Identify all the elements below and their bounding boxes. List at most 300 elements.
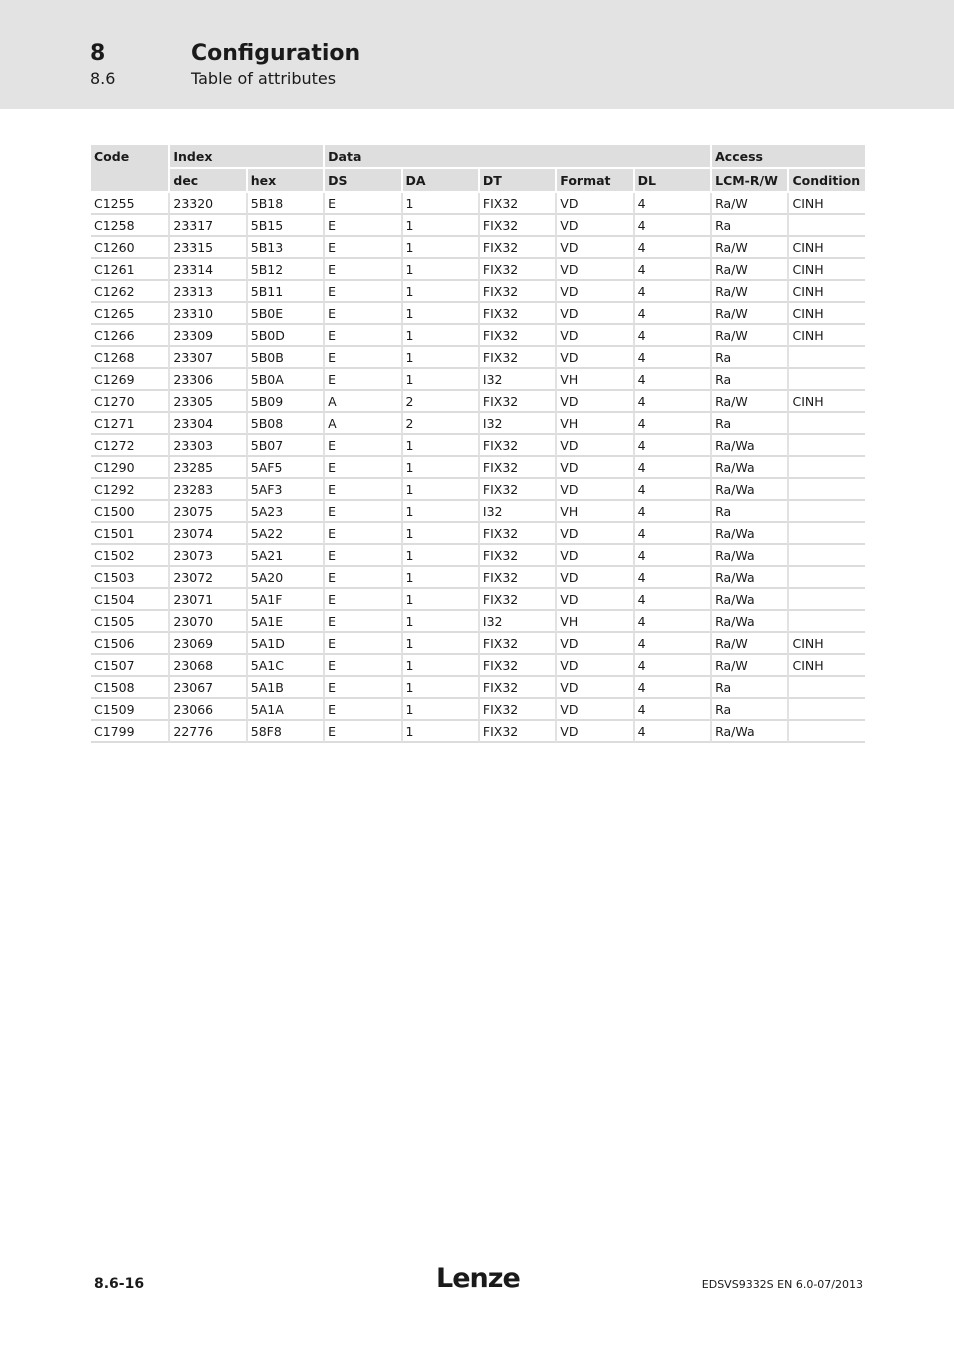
cell-format: VD (555, 655, 632, 677)
cell-dl: 4 (633, 457, 710, 479)
cell-dec: 23315 (168, 237, 245, 259)
cell-ds: E (323, 677, 400, 699)
table-row (91, 567, 865, 589)
cell-condition (787, 523, 865, 545)
header-dl: DL (633, 169, 710, 193)
header-da: DA (401, 169, 478, 193)
cell-dt: FIX32 (478, 655, 555, 677)
table-row (91, 259, 865, 281)
cell-ds: E (323, 325, 400, 347)
cell-hex: 5AF5 (246, 457, 323, 479)
cell-condition (787, 215, 865, 237)
cell-format: VD (555, 545, 632, 567)
cell-code: C1506 (91, 633, 168, 655)
cell-code: C1270 (91, 391, 168, 413)
cell-hex: 5A1C (246, 655, 323, 677)
cell-code: C1272 (91, 435, 168, 457)
cell-code: C1269 (91, 369, 168, 391)
cell-lcm-rw: Ra/W (710, 259, 787, 281)
cell-dl: 4 (633, 259, 710, 281)
cell-code: C1509 (91, 699, 168, 721)
chapter-title: Configuration (191, 41, 361, 66)
cell-format: VD (555, 523, 632, 545)
cell-lcm-rw: Ra (710, 413, 787, 435)
cell-code: C1500 (91, 501, 168, 523)
cell-ds: E (323, 215, 400, 237)
cell-da: 1 (401, 347, 478, 369)
cell-lcm-rw: Ra/W (710, 281, 787, 303)
cell-lcm-rw: Ra/Wa (710, 479, 787, 501)
cell-hex: 5A1B (246, 677, 323, 699)
cell-dl: 4 (633, 303, 710, 325)
cell-hex: 5B13 (246, 237, 323, 259)
cell-code: C1503 (91, 567, 168, 589)
cell-da: 1 (401, 567, 478, 589)
cell-format: VD (555, 699, 632, 721)
cell-dt: FIX32 (478, 457, 555, 479)
cell-ds: E (323, 721, 400, 743)
cell-dl: 4 (633, 215, 710, 237)
cell-code: C1265 (91, 303, 168, 325)
cell-ds: E (323, 347, 400, 369)
cell-dec: 23283 (168, 479, 245, 501)
cell-condition: CINH (787, 633, 865, 655)
cell-code: C1266 (91, 325, 168, 347)
cell-hex: 5B18 (246, 193, 323, 215)
table-row (91, 677, 865, 699)
cell-dt: FIX32 (478, 259, 555, 281)
cell-dl: 4 (633, 677, 710, 699)
cell-condition: CINH (787, 325, 865, 347)
cell-hex: 5B11 (246, 281, 323, 303)
cell-dt: FIX32 (478, 391, 555, 413)
cell-ds: E (323, 589, 400, 611)
cell-code: C1508 (91, 677, 168, 699)
table-row (91, 545, 865, 567)
cell-dec: 23068 (168, 655, 245, 677)
cell-dt: I32 (478, 413, 555, 435)
cell-lcm-rw: Ra/Wa (710, 545, 787, 567)
cell-condition (787, 413, 865, 435)
cell-ds: E (323, 633, 400, 655)
cell-da: 1 (401, 457, 478, 479)
cell-dl: 4 (633, 325, 710, 347)
cell-ds: E (323, 523, 400, 545)
cell-code: C1268 (91, 347, 168, 369)
cell-code: C1502 (91, 545, 168, 567)
header-condition: Condition (787, 169, 865, 193)
cell-hex: 5B0D (246, 325, 323, 347)
cell-da: 1 (401, 611, 478, 633)
cell-ds: E (323, 545, 400, 567)
cell-hex: 5B07 (246, 435, 323, 457)
table-row (91, 435, 865, 457)
cell-lcm-rw: Ra/Wa (710, 589, 787, 611)
cell-dl: 4 (633, 501, 710, 523)
cell-ds: E (323, 567, 400, 589)
cell-ds: E (323, 435, 400, 457)
cell-ds: A (323, 413, 400, 435)
cell-dt: I32 (478, 369, 555, 391)
table-row (91, 479, 865, 501)
cell-da: 1 (401, 193, 478, 215)
cell-dl: 4 (633, 193, 710, 215)
cell-condition: CINH (787, 259, 865, 281)
cell-condition (787, 611, 865, 633)
cell-dl: 4 (633, 589, 710, 611)
cell-condition (787, 567, 865, 589)
cell-ds: E (323, 611, 400, 633)
cell-dec: 23285 (168, 457, 245, 479)
cell-format: VD (555, 677, 632, 699)
cell-condition (787, 369, 865, 391)
cell-ds: E (323, 281, 400, 303)
cell-da: 1 (401, 215, 478, 237)
cell-dl: 4 (633, 479, 710, 501)
cell-condition (787, 545, 865, 567)
cell-format: VD (555, 215, 632, 237)
cell-code: C1261 (91, 259, 168, 281)
cell-condition (787, 347, 865, 369)
cell-da: 1 (401, 721, 478, 743)
lenze-logo: Lenze (436, 1263, 520, 1294)
table-row (91, 699, 865, 721)
table-row (91, 281, 865, 303)
cell-dec: 23067 (168, 677, 245, 699)
cell-dl: 4 (633, 545, 710, 567)
chapter-number: 8 (90, 41, 106, 66)
cell-condition (787, 479, 865, 501)
cell-code: C1258 (91, 215, 168, 237)
cell-da: 1 (401, 589, 478, 611)
cell-dl: 4 (633, 633, 710, 655)
cell-ds: E (323, 237, 400, 259)
cell-dl: 4 (633, 655, 710, 677)
cell-lcm-rw: Ra/Wa (710, 457, 787, 479)
cell-hex: 5A1D (246, 633, 323, 655)
section-title: Table of attributes (191, 69, 337, 88)
header-format: Format (555, 169, 632, 193)
header-index: Index (168, 145, 323, 169)
cell-condition: CINH (787, 303, 865, 325)
cell-dt: FIX32 (478, 721, 555, 743)
cell-dt: FIX32 (478, 677, 555, 699)
cell-condition (787, 721, 865, 743)
cell-dec: 23074 (168, 523, 245, 545)
header-dec: dec (168, 169, 245, 193)
cell-code: C1504 (91, 589, 168, 611)
cell-dec: 23303 (168, 435, 245, 457)
cell-code: C1799 (91, 721, 168, 743)
cell-code: C1262 (91, 281, 168, 303)
cell-code: C1271 (91, 413, 168, 435)
cell-lcm-rw: Ra (710, 699, 787, 721)
cell-dt: FIX32 (478, 281, 555, 303)
cell-da: 1 (401, 633, 478, 655)
cell-da: 1 (401, 501, 478, 523)
cell-dt: I32 (478, 611, 555, 633)
table-row (91, 347, 865, 369)
cell-hex: 5A20 (246, 567, 323, 589)
cell-dl: 4 (633, 523, 710, 545)
cell-hex: 5B09 (246, 391, 323, 413)
cell-dt: FIX32 (478, 567, 555, 589)
cell-code: C1292 (91, 479, 168, 501)
cell-da: 1 (401, 545, 478, 567)
table-group-header-row (91, 145, 865, 169)
cell-format: VH (555, 611, 632, 633)
cell-dt: FIX32 (478, 589, 555, 611)
cell-code: C1505 (91, 611, 168, 633)
cell-dt: FIX32 (478, 523, 555, 545)
cell-dt: I32 (478, 501, 555, 523)
cell-hex: 5A1A (246, 699, 323, 721)
cell-dec: 23072 (168, 567, 245, 589)
table-row (91, 457, 865, 479)
cell-da: 1 (401, 325, 478, 347)
cell-dt: FIX32 (478, 237, 555, 259)
table-row (91, 237, 865, 259)
table-row (91, 325, 865, 347)
page-header (0, 0, 954, 109)
cell-lcm-rw: Ra/Wa (710, 435, 787, 457)
cell-dt: FIX32 (478, 325, 555, 347)
cell-dec: 23305 (168, 391, 245, 413)
table-row (91, 655, 865, 677)
cell-da: 1 (401, 303, 478, 325)
header-hex: hex (246, 169, 323, 193)
cell-da: 1 (401, 259, 478, 281)
cell-format: VH (555, 369, 632, 391)
cell-ds: A (323, 391, 400, 413)
cell-dec: 22776 (168, 721, 245, 743)
table-row (91, 501, 865, 523)
cell-hex: 5A21 (246, 545, 323, 567)
cell-condition: CINH (787, 193, 865, 215)
cell-condition (787, 435, 865, 457)
cell-hex: 5A22 (246, 523, 323, 545)
cell-format: VD (555, 567, 632, 589)
cell-dec: 23317 (168, 215, 245, 237)
cell-lcm-rw: Ra/W (710, 193, 787, 215)
cell-condition (787, 699, 865, 721)
cell-lcm-rw: Ra (710, 501, 787, 523)
cell-format: VD (555, 721, 632, 743)
cell-da: 2 (401, 391, 478, 413)
cell-code: C1260 (91, 237, 168, 259)
header-lcm-rw: LCM-R/W (710, 169, 787, 193)
cell-lcm-rw: Ra (710, 369, 787, 391)
cell-hex: 5A23 (246, 501, 323, 523)
cell-dec: 23314 (168, 259, 245, 281)
table-row (91, 721, 865, 743)
cell-format: VD (555, 633, 632, 655)
cell-lcm-rw: Ra/Wa (710, 567, 787, 589)
cell-hex: 5B0A (246, 369, 323, 391)
cell-lcm-rw: Ra/W (710, 303, 787, 325)
cell-condition: CINH (787, 237, 865, 259)
cell-hex: 5B12 (246, 259, 323, 281)
cell-dl: 4 (633, 435, 710, 457)
document-id: EDSVS9332S EN 6.0-07/2013 (701, 1278, 863, 1291)
cell-ds: E (323, 479, 400, 501)
cell-condition (787, 501, 865, 523)
cell-dl: 4 (633, 391, 710, 413)
cell-format: VH (555, 413, 632, 435)
table-sub-header-row (91, 169, 865, 193)
cell-code: C1507 (91, 655, 168, 677)
cell-lcm-rw: Ra/W (710, 655, 787, 677)
cell-da: 1 (401, 479, 478, 501)
cell-code: C1501 (91, 523, 168, 545)
cell-hex: 58F8 (246, 721, 323, 743)
table-row (91, 633, 865, 655)
cell-dl: 4 (633, 721, 710, 743)
cell-dl: 4 (633, 237, 710, 259)
cell-da: 2 (401, 413, 478, 435)
cell-ds: E (323, 699, 400, 721)
cell-dl: 4 (633, 347, 710, 369)
cell-format: VD (555, 325, 632, 347)
cell-dt: FIX32 (478, 347, 555, 369)
table-row (91, 391, 865, 413)
cell-ds: E (323, 655, 400, 677)
cell-da: 1 (401, 699, 478, 721)
cell-dl: 4 (633, 567, 710, 589)
cell-format: VD (555, 193, 632, 215)
cell-dt: FIX32 (478, 545, 555, 567)
cell-hex: 5AF3 (246, 479, 323, 501)
cell-dec: 23075 (168, 501, 245, 523)
cell-dec: 23066 (168, 699, 245, 721)
cell-lcm-rw: Ra (710, 215, 787, 237)
cell-format: VD (555, 457, 632, 479)
cell-da: 1 (401, 677, 478, 699)
cell-lcm-rw: Ra/W (710, 391, 787, 413)
header-ds: DS (323, 169, 400, 193)
cell-da: 1 (401, 523, 478, 545)
cell-condition (787, 457, 865, 479)
table-row (91, 303, 865, 325)
cell-hex: 5B0B (246, 347, 323, 369)
header-code: Code (91, 145, 168, 193)
table-row (91, 523, 865, 545)
table-row (91, 369, 865, 391)
cell-dt: FIX32 (478, 435, 555, 457)
page-number: 8.6-16 (94, 1276, 145, 1292)
cell-dt: FIX32 (478, 303, 555, 325)
cell-dec: 23306 (168, 369, 245, 391)
cell-condition (787, 589, 865, 611)
header-access: Access (710, 145, 865, 169)
table-row (91, 611, 865, 633)
cell-dec: 23309 (168, 325, 245, 347)
cell-dec: 23073 (168, 545, 245, 567)
cell-dec: 23071 (168, 589, 245, 611)
cell-lcm-rw: Ra/W (710, 633, 787, 655)
cell-dt: FIX32 (478, 479, 555, 501)
cell-ds: E (323, 369, 400, 391)
cell-condition: CINH (787, 281, 865, 303)
cell-da: 1 (401, 369, 478, 391)
cell-format: VD (555, 479, 632, 501)
cell-ds: E (323, 193, 400, 215)
cell-dec: 23307 (168, 347, 245, 369)
cell-lcm-rw: Ra (710, 677, 787, 699)
table-body (91, 193, 865, 743)
cell-lcm-rw: Ra/W (710, 237, 787, 259)
cell-da: 1 (401, 281, 478, 303)
cell-da: 1 (401, 435, 478, 457)
cell-da: 1 (401, 237, 478, 259)
cell-dec: 23313 (168, 281, 245, 303)
cell-dl: 4 (633, 611, 710, 633)
cell-hex: 5B15 (246, 215, 323, 237)
cell-hex: 5A1F (246, 589, 323, 611)
cell-dt: FIX32 (478, 215, 555, 237)
cell-hex: 5A1E (246, 611, 323, 633)
cell-hex: 5B0E (246, 303, 323, 325)
cell-format: VD (555, 589, 632, 611)
cell-dec: 23310 (168, 303, 245, 325)
cell-condition (787, 677, 865, 699)
cell-format: VD (555, 259, 632, 281)
cell-dl: 4 (633, 413, 710, 435)
cell-da: 1 (401, 655, 478, 677)
cell-ds: E (323, 259, 400, 281)
table-row (91, 589, 865, 611)
cell-lcm-rw: Ra (710, 347, 787, 369)
cell-format: VD (555, 281, 632, 303)
attributes-table (91, 145, 865, 743)
cell-lcm-rw: Ra/Wa (710, 611, 787, 633)
cell-format: VD (555, 237, 632, 259)
cell-format: VH (555, 501, 632, 523)
table-row (91, 413, 865, 435)
cell-lcm-rw: Ra/Wa (710, 721, 787, 743)
header-dt: DT (478, 169, 555, 193)
cell-dec: 23069 (168, 633, 245, 655)
cell-dl: 4 (633, 699, 710, 721)
cell-code: C1255 (91, 193, 168, 215)
section-number: 8.6 (90, 69, 116, 88)
cell-code: C1290 (91, 457, 168, 479)
cell-ds: E (323, 501, 400, 523)
cell-format: VD (555, 391, 632, 413)
cell-hex: 5B08 (246, 413, 323, 435)
cell-format: VD (555, 435, 632, 457)
cell-lcm-rw: Ra/Wa (710, 523, 787, 545)
cell-ds: E (323, 303, 400, 325)
cell-dt: FIX32 (478, 193, 555, 215)
cell-dec: 23070 (168, 611, 245, 633)
cell-dl: 4 (633, 369, 710, 391)
cell-dl: 4 (633, 281, 710, 303)
header-data: Data (323, 145, 710, 169)
cell-condition: CINH (787, 391, 865, 413)
cell-dec: 23320 (168, 193, 245, 215)
cell-format: VD (555, 303, 632, 325)
cell-dec: 23304 (168, 413, 245, 435)
cell-format: VD (555, 347, 632, 369)
cell-ds: E (323, 457, 400, 479)
cell-condition: CINH (787, 655, 865, 677)
table-row (91, 215, 865, 237)
cell-lcm-rw: Ra/W (710, 325, 787, 347)
cell-dt: FIX32 (478, 633, 555, 655)
table-row (91, 193, 865, 215)
cell-dt: FIX32 (478, 699, 555, 721)
